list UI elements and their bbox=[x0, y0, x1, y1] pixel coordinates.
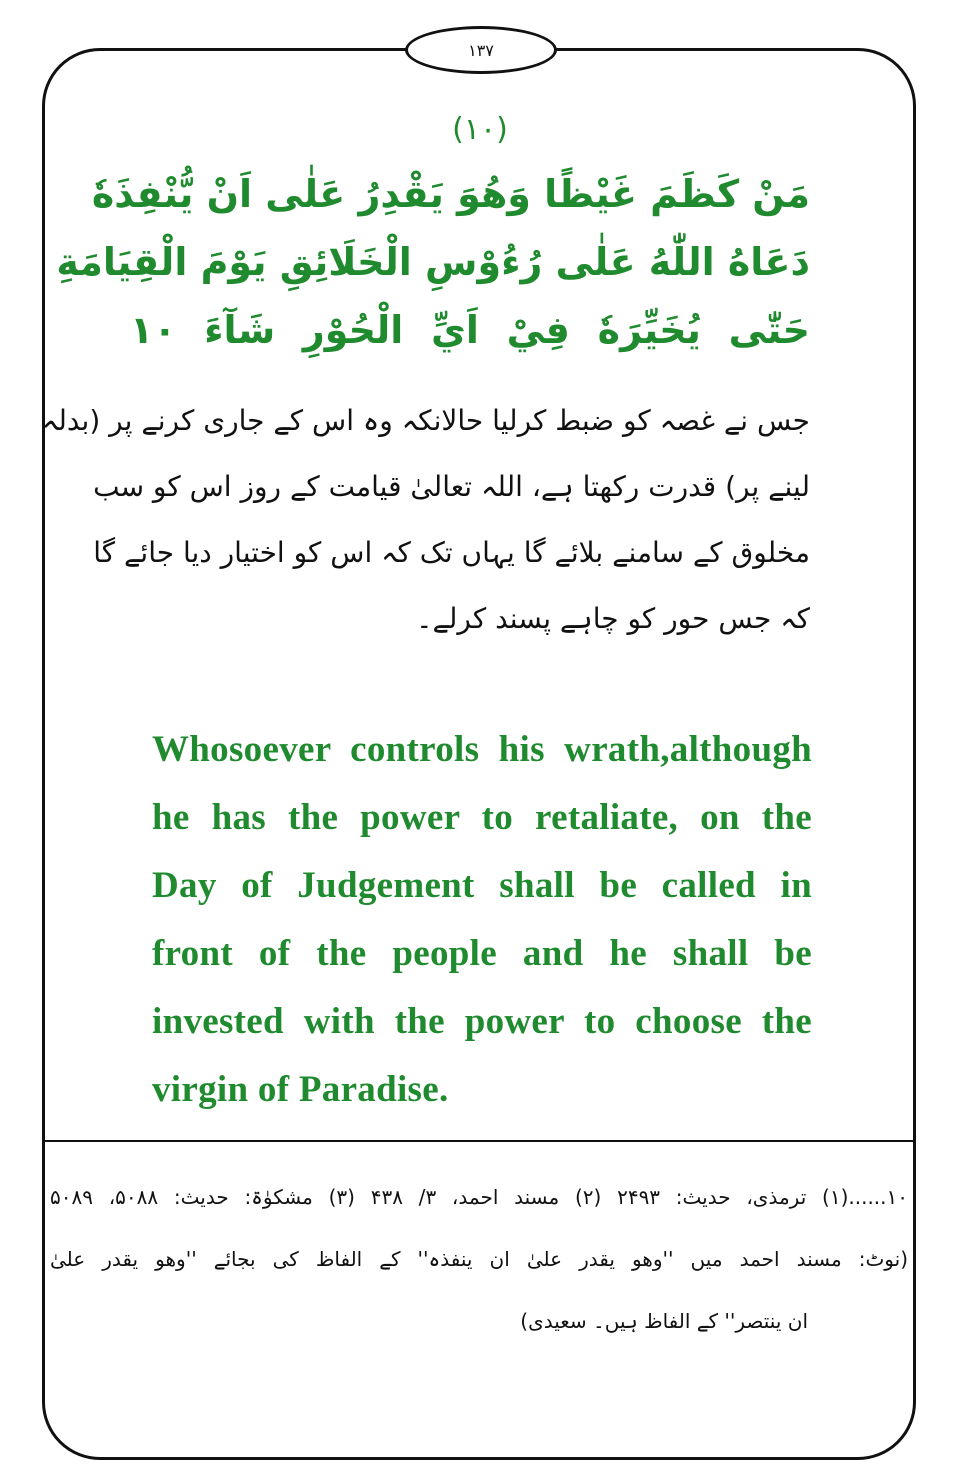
page-number-oval bbox=[405, 26, 557, 74]
english-line: Day of Judgement shall be called in bbox=[152, 865, 812, 906]
urdu-translation bbox=[41, 388, 810, 652]
english-line: front of the people and he shall be bbox=[152, 933, 812, 974]
urdu-line: جس نے غصہ کو ضبط کرلیا حالانکہ وہ اس کے جاری کرنے پر (بدلہ bbox=[41, 404, 810, 437]
footnote-separator bbox=[45, 1140, 913, 1142]
urdu-line: لینے پر) قدرت رکھتا ہے، اللہ تعالیٰ قیامت کے روز اس کو سب bbox=[93, 470, 810, 503]
arabic-line: دَعَاهُ اللّٰهُ عَلٰى رُءُوْسِ الْخَلَائِقِ يَوْمَ الْقِيَامَةِ bbox=[56, 240, 810, 284]
arabic-text bbox=[56, 160, 810, 364]
english-line: he has the power to retaliate, on the bbox=[152, 797, 812, 838]
footnote-line: (نوٹ: مسند احمد میں ''وھو یقدر علیٰ ان ینفذہ'' کے الفاظ کی بجائے ''وھو یقدر علیٰ bbox=[50, 1247, 908, 1271]
urdu-line: کہ جس حور کو چاہے پسند کرلے۔ bbox=[416, 602, 810, 635]
page-number: ۱۳۷ bbox=[468, 40, 494, 60]
urdu-line: مخلوق کے سامنے بلائے گا یہاں تک کہ اس کو اختیار دیا جائے گا bbox=[93, 536, 810, 569]
arabic-line: مَنْ كَظَمَ غَيْظًا وَهُوَ يَقْدِرُ عَلٰى اَنْ يُّنْفِذَهٗ bbox=[91, 172, 810, 216]
footnotes bbox=[50, 1166, 908, 1352]
english-line: Whosoever controls his wrath,although bbox=[152, 729, 812, 770]
hadith-number: (۱۰) bbox=[452, 112, 508, 147]
english-translation bbox=[152, 716, 812, 1124]
english-line: virgin of Paradise. bbox=[152, 1069, 449, 1110]
english-line: invested with the power to choose the bbox=[152, 1001, 812, 1042]
footnote-line: ان ینتصر'' کے الفاظ ہیں۔ سعیدی) bbox=[520, 1309, 808, 1333]
arabic-line: حَتّٰى يُخَيِّرَهٗ فِيْ اَيِّ الْحُوْرِ شَآءَ ۱۰ bbox=[130, 308, 810, 352]
footnote-line: ۱۰......(۱) ترمذی، حدیث: ۲۴۹۳ (۲) مسند احمد، ۳/ ۴۳۸ (۳) مشکوٰۃ: حدیث: ۵۰۸۸، ۵۰۸۹ bbox=[50, 1185, 909, 1209]
